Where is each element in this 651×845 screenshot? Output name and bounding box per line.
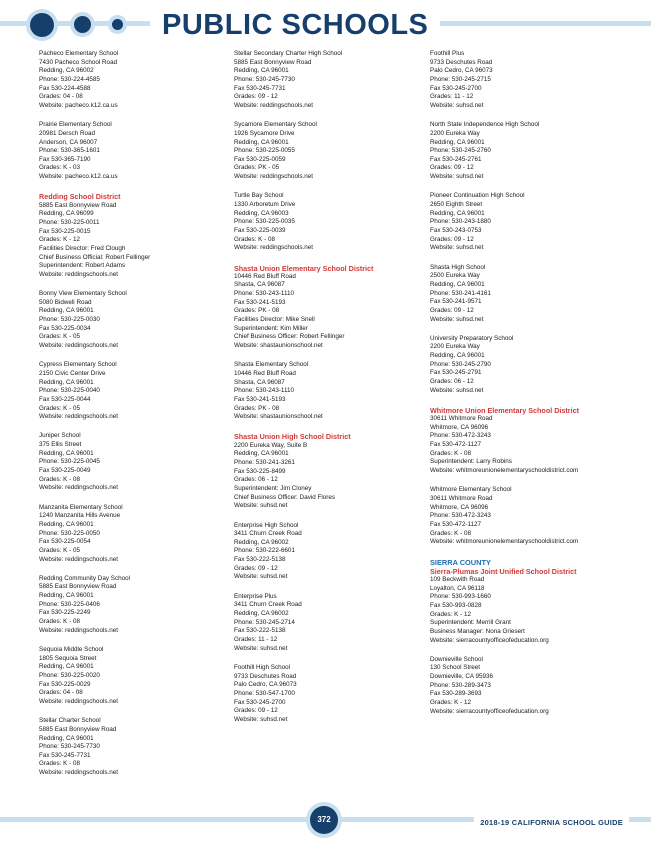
website-line: Website: pacheco.k12.ca.us xyxy=(39,173,118,181)
fax-line: Fax 530-472-1127 xyxy=(430,441,481,449)
phone-line: Phone: 530-245-2714 xyxy=(234,618,295,626)
fax-line: Fax 530-222-5138 xyxy=(234,627,286,635)
school-entry xyxy=(39,50,229,111)
grades-line: Grades: K - 08 xyxy=(39,760,80,768)
website-line: Website: suhsd.net xyxy=(234,715,288,723)
school-name: Foothill Plus xyxy=(430,50,465,57)
grades-line: Grades: K - 08 xyxy=(39,475,80,483)
school-entry xyxy=(39,432,229,493)
phone-line: Phone: 530-225-0055 xyxy=(234,147,295,155)
fax-line: Fax 530-241-5193 xyxy=(234,298,286,306)
website-line: Website: reddingschools.net xyxy=(234,173,313,181)
entry-line: Superintendent: Larry Robins xyxy=(430,458,512,466)
entry-line: 20981 Dersch Road xyxy=(39,129,96,137)
website-line: Website: suhsd.net xyxy=(430,315,484,323)
entry-line: Redding, CA 96002 xyxy=(234,610,289,617)
entry-line: 5885 East Bonnyview Road xyxy=(234,58,312,66)
grades-line: Grades: PK - 08 xyxy=(234,307,280,315)
grades-line: Grades: 09 - 12 xyxy=(430,306,474,314)
entry-line: 3411 Churn Creek Road xyxy=(234,530,302,538)
phone-line: Phone: 530-225-0406 xyxy=(39,600,100,608)
entry-line: Redding, CA 96001 xyxy=(39,449,94,457)
phone-line: Phone: 530-289-3473 xyxy=(430,681,491,689)
footer-title-box xyxy=(474,812,629,827)
grades-line: Grades: 09 - 12 xyxy=(234,707,278,715)
decorative-dot-large xyxy=(30,13,54,37)
grades-line: Grades: 09 - 12 xyxy=(430,235,474,243)
school-name: Pacheco Elementary School xyxy=(39,50,119,57)
entry-line: Superintendent: Kim Miller xyxy=(234,324,308,332)
grades-line: Grades: 06 - 12 xyxy=(234,476,278,484)
fax-line: Fax 530-225-0029 xyxy=(39,680,91,688)
entry-line: 5885 East Bonnyview Road xyxy=(39,725,117,733)
phone-line: Phone: 530-225-0030 xyxy=(39,316,100,324)
column-3 xyxy=(430,50,620,727)
entry-line: 10446 Red Bluff Road xyxy=(234,272,296,280)
grades-line: Grades: PK - 05 xyxy=(234,164,280,172)
phone-line: Phone: 530-225-0045 xyxy=(39,458,100,466)
grades-line: Grades: K - 08 xyxy=(39,618,80,626)
website-line: Website: shastaunionschool.net xyxy=(234,413,323,421)
school-name: Manzanita Elementary School xyxy=(39,503,123,511)
grades-line: Grades: K - 12 xyxy=(430,610,471,618)
entry-line: 1330 Arboretum Drive xyxy=(234,201,296,209)
entry-line: Whitmore, CA 96096 xyxy=(430,423,489,431)
entry-line: Shasta, CA 96087 xyxy=(234,378,285,386)
district-entry xyxy=(234,432,424,510)
grades-line: Grades: K - 05 xyxy=(39,546,80,554)
website-line: Website: reddingschools.net xyxy=(39,555,118,563)
school-entry xyxy=(234,50,424,111)
entry-line: Facilities Director: Mike Snell xyxy=(234,316,315,324)
district-name: Shasta Union Elementary School District xyxy=(234,263,374,273)
entry-line: Redding, CA 96001 xyxy=(39,307,94,315)
grades-line: Grades: 09 - 12 xyxy=(234,564,278,572)
website-line: Website: suhsd.net xyxy=(234,502,288,510)
decorative-dot-medium xyxy=(74,16,91,33)
fax-line: Fax 530-993-0828 xyxy=(430,601,482,609)
website-line: Website: whitmoreunionelementaryschooldistrict.com xyxy=(430,538,579,546)
county-heading: SIERRA COUNTY xyxy=(430,557,491,567)
phone-line: Phone: 530-243-1110 xyxy=(234,387,294,395)
entry-line: Palo Cedro, CA 96073 xyxy=(234,681,297,689)
grades-line: Grades: 06 - 12 xyxy=(430,378,474,386)
website-line: Website: suhsd.net xyxy=(430,386,484,394)
entry-line: Redding, CA 96001 xyxy=(430,138,485,146)
website-line: Website: reddingschools.net xyxy=(39,270,118,278)
school-name: Turtle Bay School xyxy=(234,192,284,200)
school-entry xyxy=(234,593,424,654)
grades-line: Grades: PK - 08 xyxy=(234,404,280,412)
school-name: Enterprise High School xyxy=(234,521,299,529)
entry-line: Redding, CA 96001 xyxy=(39,734,94,742)
school-name: Redding Community Day School xyxy=(39,574,130,582)
website-line: Website: reddingschools.net xyxy=(39,342,118,350)
fax-line: Fax 530-289-3693 xyxy=(430,690,482,698)
decorative-dot-small xyxy=(112,19,123,30)
school-name: Shasta High School xyxy=(430,263,486,271)
fax-line: Fax 530-225-0044 xyxy=(39,395,91,403)
school-name: Juniper School xyxy=(39,432,81,440)
phone-line: Phone: 530-245-7730 xyxy=(39,743,100,751)
school-name: Foothill High School xyxy=(234,663,291,671)
entry-line: 2200 Eureka Way xyxy=(430,129,480,137)
school-entry xyxy=(234,664,424,725)
fax-line: Fax 530-245-2761 xyxy=(430,155,482,163)
entry-line: 5080 Bidwell Road xyxy=(39,298,92,306)
school-entry xyxy=(430,121,620,182)
entry-line: 9733 Deschutes Road xyxy=(234,672,297,680)
column-2 xyxy=(234,50,424,735)
entry-line: Redding, CA 96003 xyxy=(234,209,289,217)
grades-line: Grades: K - 12 xyxy=(39,236,80,244)
school-entry xyxy=(430,486,620,547)
school-name: North State Independence High School xyxy=(430,121,540,129)
entry-line: Redding, CA 96001 xyxy=(39,592,94,600)
entry-line: Redding, CA 96001 xyxy=(39,520,94,528)
entry-line: 30611 Whitmore Road xyxy=(430,494,493,502)
school-name: Stellar Charter School xyxy=(39,717,101,725)
school-entry xyxy=(430,335,620,396)
school-name: Enterprise Plus xyxy=(234,592,277,600)
website-line: Website: shastaunionschool.net xyxy=(234,342,323,350)
website-line: Website: reddingschools.net xyxy=(39,413,118,421)
fax-line: Fax 530-225-2249 xyxy=(39,609,91,617)
website-line: Website: sierracountyofficeofeducation.org xyxy=(430,707,549,715)
entry-line: 3411 Churn Creek Road xyxy=(234,601,302,609)
entry-line: Downieville, CA 95936 xyxy=(430,673,494,681)
page-title: PUBLIC SCHOOLS xyxy=(150,8,440,42)
phone-line: Phone: 530-241-4161 xyxy=(430,289,491,297)
entry-line: Superintendent: Jim Cloney xyxy=(234,484,312,492)
grades-line: Grades: 11 - 12 xyxy=(234,635,278,643)
grades-line: Grades: 09 - 12 xyxy=(234,93,278,101)
entry-line: Redding, CA 96099 xyxy=(39,210,94,218)
fax-line: Fax 530-225-8499 xyxy=(234,467,286,475)
school-entry xyxy=(39,290,229,351)
school-name: Whitmore Elementary School xyxy=(430,486,512,494)
school-name: Prairie Elementary School xyxy=(39,121,112,129)
entry-line: 2650 Eighth Street xyxy=(430,201,483,209)
entry-line: Superintendent: Robert Adams xyxy=(39,262,126,270)
grades-line: Grades: 04 - 08 xyxy=(39,93,83,101)
entry-line: Shasta, CA 96087 xyxy=(234,281,285,289)
website-line: Website: reddingschools.net xyxy=(39,484,118,492)
entry-line: Business Manager: Nona Griesert xyxy=(430,627,525,635)
entry-line: Chief Business Officer: Robert Fellinger xyxy=(234,333,345,341)
phone-line: Phone: 530-241-3261 xyxy=(234,458,295,466)
grades-line: Grades: K - 05 xyxy=(39,404,80,412)
phone-line: Phone: 530-222-6601 xyxy=(234,547,295,555)
school-name: Stellar Secondary Charter High School xyxy=(234,50,343,57)
school-entry xyxy=(234,522,424,583)
district-name: Redding School District xyxy=(39,192,121,202)
entry-line: 130 School Street xyxy=(430,664,481,672)
entry-line: Redding, CA 96001 xyxy=(234,450,289,458)
grades-line: Grades: K - 08 xyxy=(430,529,471,537)
fax-line: Fax 530-225-0054 xyxy=(39,538,91,546)
entry-line: 1926 Sycamore Drive xyxy=(234,129,295,137)
entry-line: Redding, CA 96002 xyxy=(39,67,94,75)
entry-line: Redding, CA 96001 xyxy=(39,378,94,386)
website-line: Website: reddingschools.net xyxy=(234,101,313,109)
entry-line: Loyalton, CA 96118 xyxy=(430,584,485,592)
entry-line: Redding, CA 96001 xyxy=(234,138,289,146)
school-entry xyxy=(39,121,229,182)
website-line: Website: reddingschools.net xyxy=(39,626,118,634)
district-entry xyxy=(430,406,620,476)
district-entry xyxy=(430,558,620,646)
fax-line: Fax 530-225-0015 xyxy=(39,227,91,235)
school-entry xyxy=(430,192,620,253)
fax-line: Fax 530-245-7731 xyxy=(234,84,286,92)
fax-line: Fax 530-365-7190 xyxy=(39,155,91,163)
website-line: Website: reddingschools.net xyxy=(39,769,118,777)
entry-line: 5885 East Bonnyview Road xyxy=(39,201,117,209)
school-name: Bonny View Elementary School xyxy=(39,290,127,298)
entry-line: Palo Cedro, CA 96073 xyxy=(430,67,493,75)
district-name: Whitmore Union Elementary School District xyxy=(430,405,579,415)
entry-line: 9733 Deschutes Road xyxy=(430,58,493,66)
school-name: Shasta Elementary School xyxy=(234,361,309,369)
website-line: Website: suhsd.net xyxy=(430,244,484,252)
phone-line: Phone: 530-547-1700 xyxy=(234,689,295,697)
column-1 xyxy=(39,50,229,788)
school-name: University Preparatory School xyxy=(430,334,514,342)
entry-line: Redding, CA 96001 xyxy=(430,352,485,360)
fax-line: Fax 530-245-2700 xyxy=(430,84,482,92)
phone-line: Phone: 530-245-7730 xyxy=(234,75,295,83)
footer-guide-title: 2018-19 CALIFORNIA SCHOOL GUIDE xyxy=(480,818,623,827)
entry-line: 5885 East Bonnyview Road xyxy=(39,583,117,591)
grades-line: Grades: 11 - 12 xyxy=(430,93,474,101)
school-entry xyxy=(39,717,229,778)
fax-line: Fax 530-224-4588 xyxy=(39,84,91,92)
school-entry xyxy=(430,50,620,111)
phone-line: Phone: 530-225-0050 xyxy=(39,529,100,537)
entry-line: 10446 Red Bluff Road xyxy=(234,369,296,377)
district-entry xyxy=(234,264,424,351)
phone-line: Phone: 530-243-1110 xyxy=(234,290,294,298)
fax-line: Fax 530-245-2791 xyxy=(430,369,482,377)
entry-line: Redding, CA 96002 xyxy=(234,538,289,546)
school-entry xyxy=(39,361,229,422)
entry-line: 7430 Pacheco School Road xyxy=(39,58,118,66)
entry-line: 1805 Sequoia Street xyxy=(39,654,97,662)
phone-line: Phone: 530-224-4585 xyxy=(39,75,100,83)
page-number-badge: 372 xyxy=(310,806,338,834)
school-name: Cypress Elementary School xyxy=(39,361,117,369)
website-line: Website: sierracountyofficeofeducation.org xyxy=(430,636,549,644)
website-line: Website: whitmoreunionelementaryschooldistrict.com xyxy=(430,467,579,475)
school-entry xyxy=(234,121,424,182)
school-entry xyxy=(430,264,620,325)
fax-line: Fax 530-472-1127 xyxy=(430,520,481,528)
website-line: Website: pacheco.k12.ca.us xyxy=(39,101,118,109)
phone-line: Phone: 530-243-1880 xyxy=(430,218,491,226)
website-line: Website: reddingschools.net xyxy=(39,697,118,705)
phone-line: Phone: 530-365-1601 xyxy=(39,147,100,155)
phone-line: Phone: 530-472-3243 xyxy=(430,432,491,440)
grades-line: Grades: K - 03 xyxy=(39,164,80,172)
entry-line: 375 Ellis Street xyxy=(39,441,82,449)
entry-line: 2500 Eureka Way xyxy=(430,272,480,280)
grades-line: Grades: 04 - 08 xyxy=(39,689,83,697)
fax-line: Fax 530-225-0039 xyxy=(234,227,286,234)
entry-line: Redding, CA 96001 xyxy=(430,209,485,217)
entry-line: Chief Business Official: Robert Fellinger xyxy=(39,253,151,261)
grades-line: Grades: K - 08 xyxy=(234,235,275,243)
website-line: Website: suhsd.net xyxy=(430,101,484,109)
website-line: Website: reddingschools.net xyxy=(234,244,313,252)
phone-line: Phone: 530-225-0011 xyxy=(39,218,100,226)
grades-line: Grades: K - 08 xyxy=(430,449,471,457)
entry-line: Redding, CA 96001 xyxy=(430,280,485,288)
entry-line: Whitmore, CA 96096 xyxy=(430,503,489,511)
fax-line: Fax 530-245-2700 xyxy=(234,698,286,706)
fax-line: Fax 530-222-5138 xyxy=(234,556,286,564)
website-line: Website: suhsd.net xyxy=(234,644,288,652)
entry-line: 2200 Eureka Way, Suite B xyxy=(234,441,308,449)
entry-line: Anderson, CA 96007 xyxy=(39,138,98,146)
school-entry xyxy=(234,192,424,253)
district-name: Sierra-Plumas Joint Unified School District xyxy=(430,566,577,576)
phone-line: Phone: 530-225-0020 xyxy=(39,671,100,679)
grades-line: Grades: K - 05 xyxy=(39,333,80,341)
district-entry xyxy=(39,192,229,279)
phone-line: Phone: 530-225-0035 xyxy=(234,218,295,226)
fax-line: Fax 530-243-0753 xyxy=(430,227,482,234)
grades-line: Grades: 09 - 12 xyxy=(430,164,474,172)
school-entry xyxy=(39,575,229,636)
phone-line: Phone: 530-472-3243 xyxy=(430,512,491,520)
website-line: Website: suhsd.net xyxy=(234,573,288,581)
entry-line: Facilities Director: Fred Clough xyxy=(39,244,126,252)
phone-line: Phone: 530-245-2715 xyxy=(430,75,491,83)
fax-line: Fax 530-245-7731 xyxy=(39,751,91,759)
entry-line: Redding, CA 96001 xyxy=(234,67,289,75)
fax-line: Fax 530-241-9571 xyxy=(430,298,482,306)
entry-line: Chief Business Officer: David Flores xyxy=(234,493,336,501)
school-name: Sequoia Middle School xyxy=(39,646,104,654)
website-line: Website: suhsd.net xyxy=(430,173,484,181)
phone-line: Phone: 530-993-1660 xyxy=(430,593,491,601)
fax-line: Fax 530-241-5193 xyxy=(234,395,286,403)
fax-line: Fax 530-225-0034 xyxy=(39,324,91,332)
school-entry xyxy=(234,361,424,422)
entry-line: Redding, CA 96001 xyxy=(39,663,94,671)
phone-line: Phone: 530-245-2760 xyxy=(430,147,491,155)
entry-line: 2200 Eureka Way xyxy=(430,343,480,351)
entry-line: 1240 Manzanita Hills Avenue xyxy=(39,512,121,520)
entry-line: 30611 Whitmore Road xyxy=(430,415,493,423)
fax-line: Fax 530-225-0059 xyxy=(234,155,286,163)
school-entry xyxy=(430,656,620,717)
entry-line: 109 Beckwith Road xyxy=(430,575,485,583)
fax-line: Fax 530-225-0049 xyxy=(39,467,91,475)
phone-line: Phone: 530-245-2790 xyxy=(430,360,491,368)
grades-line: Grades: K - 12 xyxy=(430,699,471,707)
school-name: Sycamore Elementary School xyxy=(234,121,317,129)
phone-line: Phone: 530-225-0040 xyxy=(39,387,100,395)
district-name: Shasta Union High School District xyxy=(234,432,351,442)
school-entry xyxy=(39,504,229,565)
school-name: Downieville School xyxy=(430,655,483,663)
entry-line: Superintendent: Merrill Grant xyxy=(430,619,511,627)
school-name: Pioneer Continuation High School xyxy=(430,192,525,200)
school-entry xyxy=(39,646,229,707)
entry-line: 2150 Civic Center Drive xyxy=(39,369,106,377)
